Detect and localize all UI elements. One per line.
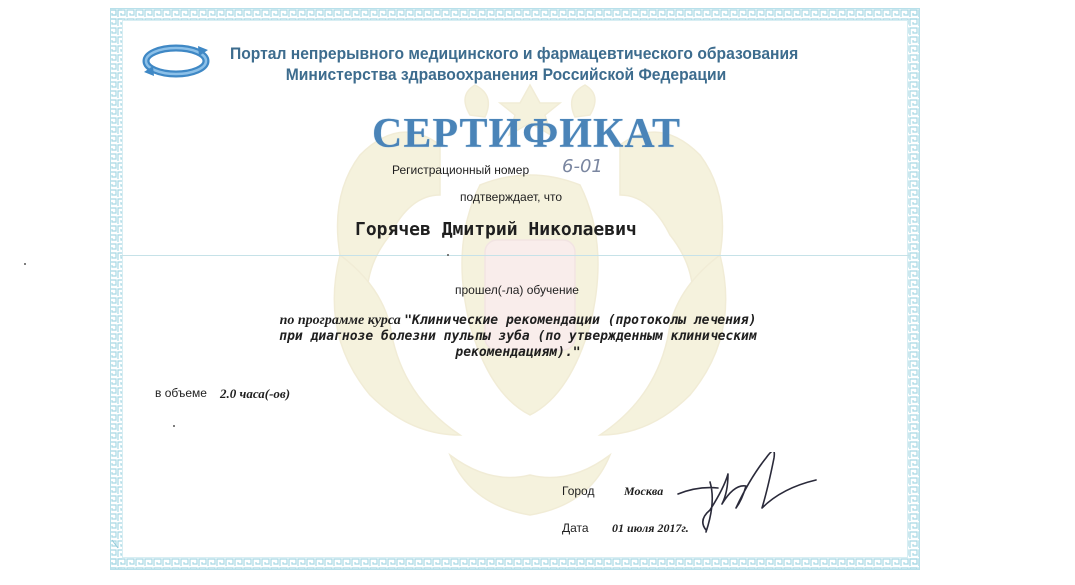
registration-label: Регистрационный номер: [392, 163, 530, 177]
scan-speck: [24, 263, 26, 265]
recipient-name: Горячев Дмитрий Николаевич: [355, 219, 637, 240]
handwritten-signature-icon: [670, 452, 820, 534]
program-line-1: [228, 313, 808, 329]
program-title-line-3: рекомендациям).": [455, 345, 581, 360]
date-value: 01 июля 2017г.: [612, 521, 689, 535]
confirms-text: подтверждает, что: [460, 190, 563, 204]
issuer-header: [230, 43, 799, 85]
certificate-title: СЕРТИФИКАТ: [372, 111, 682, 157]
date-label: Дата: [562, 521, 589, 535]
issuer-line-2: Министерства здравоохранения Российской Федерации: [285, 65, 727, 84]
volume-value: 2.0 часа(-ов): [220, 386, 291, 401]
name-divider: [120, 255, 910, 256]
scan-speck: [447, 254, 449, 256]
circular-arrows-logo-icon: [140, 40, 212, 82]
program-prefix: по программе курса: [279, 313, 401, 328]
completed-text: прошел(-ла) обучение: [455, 283, 579, 297]
volume-label: в объеме: [155, 386, 207, 400]
scan-speck: [173, 425, 175, 427]
registration-number: 6-01: [562, 156, 603, 177]
city-label: Город: [562, 484, 595, 498]
program-title-line-2: при диагнозе болезни пульпы зуба (по утвержденным клиническим: [279, 329, 757, 344]
city-value: Москва: [624, 484, 664, 498]
issuer-line-1: Портал непрерывного медицинского и фармацевтического образования: [230, 44, 799, 63]
program-title-line-1: "Клинические рекомендации (протоколы лечения): [404, 313, 757, 328]
program-description: [228, 313, 808, 361]
